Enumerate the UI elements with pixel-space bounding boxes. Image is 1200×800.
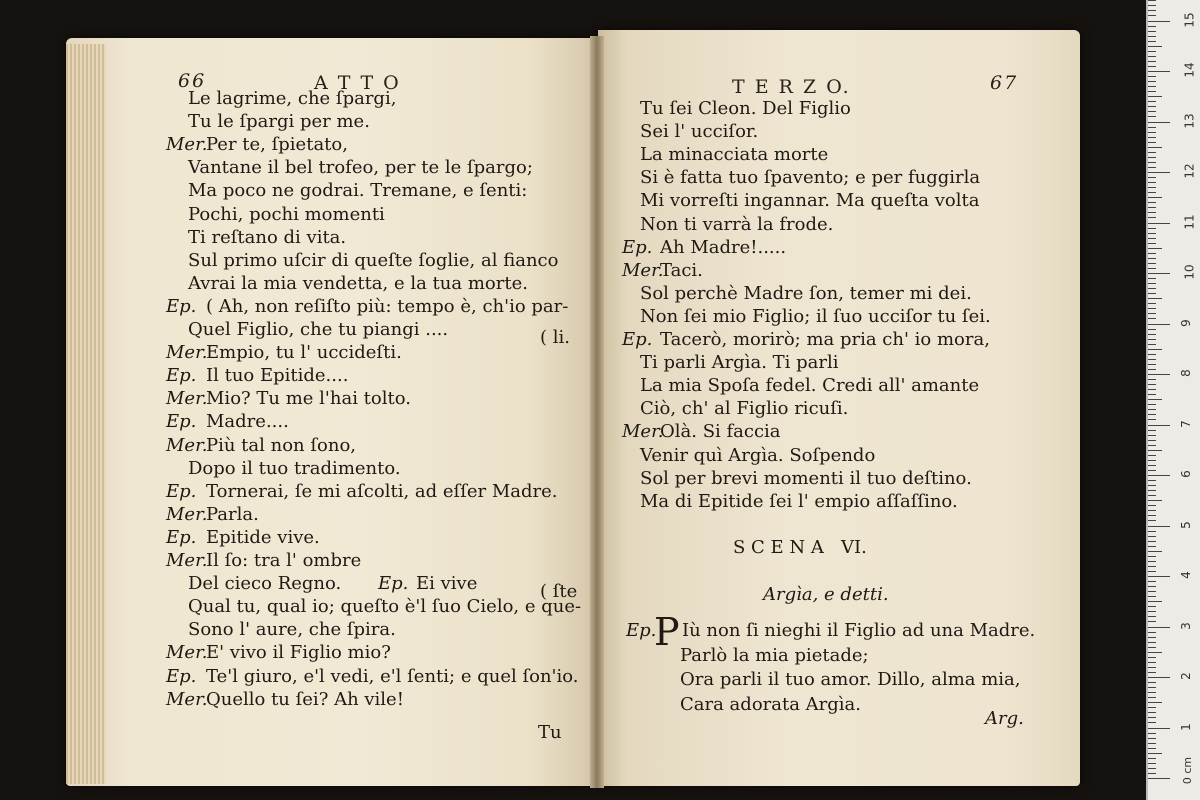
ruler-tick [1148,127,1156,128]
speaker-label: Mer. [622,259,664,281]
ruler-tick [1148,313,1156,314]
ruler-tick [1148,531,1156,532]
left-running-head: A T T O [314,72,401,94]
verse-line: Ah Madre!..... [660,236,787,258]
ruler-tick [1148,41,1156,42]
ruler-tick [1148,21,1170,22]
right-catchword: Arg. [985,708,1024,729]
ruler-tick [1148,202,1156,203]
verse-line: Tu ſei Cleon. Del Figlio [640,98,851,119]
ruler-tick [1148,318,1156,319]
ruler-tick [1148,258,1156,259]
verse-line: Non ſei mio Figlio; il ſuo ucciſor tu ſei. [640,305,991,327]
ruler-tick [1148,374,1170,375]
ruler-tick [1148,303,1156,304]
ruler-tick [1148,334,1156,335]
ruler-tick [1148,142,1156,143]
ruler-tick [1148,662,1156,663]
ruler-tick [1148,707,1156,708]
ruler-tick [1148,591,1156,592]
verse-line: Più tal non ſono, [206,434,357,456]
ruler-tick [1148,86,1156,87]
ruler-tick [1148,278,1156,279]
ruler-tick [1148,768,1156,769]
ruler-tick [1148,717,1156,718]
ruler-tick [1148,712,1156,713]
verse-line: Parla. [206,503,259,525]
verse-line: Mio? Tu me l'hai tolto. [206,388,411,410]
verse-line: Ti reſtano di vita. [188,226,347,248]
speaker-label: Mer. [166,550,208,571]
verse-line: Avrai la mia vendetta, e la tua morte. [188,272,528,294]
ruler-tick [1148,172,1170,173]
ruler-tick [1148,546,1156,547]
ruler-tick [1148,394,1156,395]
ruler-tick [1148,223,1170,224]
ruler-tick [1148,702,1162,703]
ruler-tick [1148,344,1156,345]
ruler-tick [1148,212,1156,213]
ruler-tick [1148,637,1156,638]
verse-line: Sol perchè Madre ſon, temer mi dei. [640,282,972,304]
ruler-tick [1148,217,1156,218]
ruler-tick [1148,152,1156,153]
ruler-tick [1148,773,1156,774]
ruler-tick [1148,687,1156,688]
ruler-tick [1148,364,1156,365]
measurement-ruler [1146,0,1200,800]
ruler-tick [1148,667,1156,668]
ruler-tick [1148,106,1156,107]
ruler-tick [1148,677,1170,678]
ruler-tick [1148,228,1156,229]
ruler-tick [1148,657,1156,658]
ruler-tick [1148,263,1156,264]
speaker-label: Ep. [166,480,197,502]
ruler-tick [1148,293,1156,294]
verse-line: Ciò, ch' al Figlio ricuſi. [640,398,849,420]
verse-line: La mia Spoſa fedel. Credi all' amante [640,375,980,397]
ruler-tick [1148,722,1156,723]
ruler-tick [1148,601,1162,602]
ruler-tick [1148,51,1156,52]
ruler-tick [1148,56,1156,57]
ruler-tick [1148,0,1156,1]
ruler-tick [1148,111,1156,112]
ruler-tick [1148,81,1156,82]
ruler-tick [1148,440,1156,441]
turnover-fragment: ( li. [540,327,570,348]
ruler-tick [1148,339,1156,340]
ruler-tick [1148,738,1156,739]
ruler-tick [1148,192,1156,193]
ruler-tick [1148,419,1156,420]
verse-line: Madre.... [206,411,289,433]
ruler-tick [1148,187,1156,188]
ruler-tick [1148,485,1156,486]
verse-line: Ma di Epitide ſei l' empio aſſaſſino. [640,490,958,512]
ruler-tick [1148,10,1156,11]
ruler-tick [1148,116,1156,117]
ruler-number: 1 [1178,722,1193,731]
verse-line: Tacerò, morirò; ma pria ch' io mora, [660,329,990,350]
speaker-label: Mer. [622,421,664,443]
ruler-number: 14 [1182,62,1197,78]
ruler-tick [1148,728,1170,729]
ruler-tick [1148,298,1162,299]
verse-line: ( Ah, non reſiſto più: tempo è, ch'io par- [206,295,569,317]
ruler-tick [1148,526,1170,527]
ruler-tick [1148,505,1156,506]
verse-line: Iù non ſi nieghi il Figlio ad una Madre. [682,620,1036,641]
ruler-tick [1148,586,1156,587]
verse-line: Le lagrime, che ſpargi, [188,88,397,109]
ruler-tick [1148,243,1156,244]
verse-line: Mi vorreſti ingannar. Ma queſta volta [640,190,980,212]
ruler-tick [1148,753,1162,754]
ruler-tick [1148,596,1156,597]
ruler-tick [1148,566,1156,567]
ruler-tick [1148,647,1156,648]
ruler-tick [1148,551,1162,552]
ruler-tick [1148,101,1156,102]
ruler-tick [1148,379,1156,380]
ruler-tick [1148,763,1156,764]
ruler-tick [1148,404,1156,405]
ruler-tick [1148,733,1156,734]
verse-line: Cara adorata Argìa. [680,693,862,715]
ruler-number: 12 [1182,163,1197,179]
verse-line: Ti parli Argìa. Ti parli [640,352,839,374]
ruler-tick [1148,329,1156,330]
verse-line: Epitide vive. [206,526,320,548]
ruler-tick [1148,611,1156,612]
ruler-tick [1148,500,1162,501]
verse-line: Venir quì Argìa. Soſpendo [640,444,876,466]
verse-line: E' vivo il Figlio mio? [206,642,391,664]
aside-text: Ei vive [416,573,478,595]
ruler-tick [1148,389,1156,390]
ruler-tick [1148,460,1156,461]
ruler-tick [1148,475,1170,476]
ruler-tick [1148,369,1156,370]
ruler-tick [1148,91,1156,92]
ruler-tick [1148,692,1156,693]
ruler-tick [1148,283,1156,284]
verse-line: Vantane il bel trofeo, per te le ſpargo; [188,157,533,179]
ruler-tick [1148,672,1156,673]
verse-line: Tornerai, ſe mi aſcolti, ad eſſer Madre. [206,480,558,502]
ruler-tick [1148,606,1156,607]
ruler-tick [1148,435,1156,436]
speaker-label: Ep. [166,526,197,548]
ruler-tick [1148,621,1156,622]
right-running-head: T E R Z O. [732,76,851,98]
ruler-tick [1148,96,1162,97]
ruler-tick [1148,36,1156,37]
ruler-tick [1148,147,1162,148]
speaker-label: Mer. [166,388,208,410]
verse-line: Sul primo uſcir di queſte ſoglie, al fianco [188,249,559,271]
ruler-tick [1148,31,1156,32]
speaker-label: Mer. [166,642,208,664]
ruler-tick [1148,697,1156,698]
verse-line: Quello tu ſei? Ah vile! [206,688,404,710]
speaker-label: Ep. [166,365,197,387]
verse-line: Si è fatta tuo ſpavento; e per fuggirla [640,167,981,189]
ruler-number: 13 [1182,112,1197,129]
ruler-tick [1148,248,1162,249]
ruler-tick [1148,536,1156,537]
ruler-tick [1148,450,1162,451]
ruler-number: 2 [1178,672,1193,680]
ruler-tick [1148,652,1162,653]
speaker-label: Mer. [166,688,208,710]
verse-line: Quel Figlio, che tu piangi .... [188,319,449,340]
ruler-tick [1148,273,1170,274]
verse-line: Sono l' aure, che ſpira. [188,619,396,641]
ruler-tick [1148,480,1156,481]
verse-line: Sei l' ucciſor. [640,121,759,143]
aside-speaker: Ep. [378,573,409,595]
ruler-number: 7 [1178,419,1193,428]
ruler-tick [1148,167,1156,168]
ruler-tick [1148,581,1156,582]
scene-heading: S C E N A VI. [733,537,867,558]
verse-line: Il ſo: tra l' ombre [206,550,362,571]
speaker-label: Ep. [626,620,657,641]
verse-line: Parlò la mia pietade; [680,644,869,666]
ruler-tick [1148,425,1170,426]
ruler-tick [1148,627,1170,628]
ruler-tick [1148,137,1156,138]
speaker-label: Mer. [166,134,208,156]
ruler-number: 15 [1182,11,1197,28]
ruler-tick [1148,359,1156,360]
verse-line: Ma poco ne godrai. Tremane, e ſenti: [188,180,528,202]
ruler-tick [1148,238,1156,239]
ruler-tick [1148,561,1156,562]
ruler-tick [1148,308,1156,309]
right-page-number: 67 [990,72,1019,94]
ruler-tick [1148,288,1156,289]
ruler-tick [1148,384,1156,385]
ruler-tick [1148,26,1156,27]
ruler-tick [1148,253,1156,254]
ruler-tick [1148,233,1156,234]
verse-line: Empio, tu l' uccideſti. [206,342,402,364]
verse-line: Qual tu, qual io; queſto è'l ſuo Cielo, e que- [188,596,582,618]
ruler-number: 9 [1178,318,1193,327]
verse-line: Taci. [660,259,703,281]
turnover-fragment: ( ſte [540,581,578,603]
ruler-tick [1148,46,1162,47]
ruler-tick [1148,182,1156,183]
ruler-tick [1148,430,1156,431]
scene-cast: Argìa, e detti. [763,584,889,605]
ruler-tick [1148,490,1156,491]
verse-line: Te'l giuro, e'l vedi, e'l ſenti; e quel ſon'io. [206,665,579,687]
speaker-label: Ep. [622,329,653,350]
ruler-number: 4 [1178,571,1193,579]
ruler-tick [1148,71,1170,72]
ruler-number: 5 [1178,520,1193,529]
speaker-label: Mer. [166,503,208,525]
ruler-tick [1148,15,1156,16]
ruler-tick [1148,66,1156,67]
left-page-number: 66 [178,70,207,92]
ruler-tick [1148,465,1156,466]
ruler-unit-label: 0 cm [1181,756,1195,785]
ruler-tick [1148,399,1162,400]
ruler-number: 3 [1178,621,1193,630]
left-catchword: Tu [538,722,562,743]
ruler-tick [1148,122,1170,123]
verse-line: Dopo il tuo tradimento. [188,457,401,479]
ruler-tick [1148,132,1156,133]
ruler-tick [1148,5,1156,6]
drop-initial: P [654,610,680,654]
ruler-tick [1148,541,1156,542]
speaker-label: Ep. [166,411,197,433]
ruler-tick [1148,748,1156,749]
speaker-label: Ep. [622,236,653,258]
ruler-tick [1148,409,1156,410]
ruler-tick [1148,515,1156,516]
verse-line: Per te, ſpietato, [206,134,348,156]
ruler-tick [1148,616,1156,617]
ruler-tick [1148,642,1156,643]
ruler-tick [1148,495,1156,496]
ruler-tick [1148,445,1156,446]
ruler-tick [1148,349,1162,350]
verse-line: Pochi, pochi momenti [188,203,385,225]
verse-line: Il tuo Epitide.... [206,365,349,387]
ruler-tick [1148,61,1156,62]
verse-line: La minacciata morte [640,144,829,166]
ruler-tick [1148,778,1170,779]
ruler-tick [1148,157,1156,158]
verse-line: Olà. Si faccia [660,421,781,443]
ruler-tick [1148,758,1156,759]
verse-line: Sol per brevi momenti il tuo deſtino. [640,467,972,489]
ruler-tick [1148,162,1156,163]
ruler-tick [1148,510,1156,511]
speaker-label: Mer. [166,342,208,364]
ruler-tick [1148,556,1156,557]
speaker-label: Ep. [166,295,197,317]
book-gutter [590,36,604,788]
verse-line: Tu le ſpargi per me. [188,111,370,133]
ruler-number: 10 [1182,264,1197,280]
ruler-tick [1148,76,1156,77]
ruler-tick [1148,571,1156,572]
speaker-label: Mer. [166,434,208,456]
ruler-tick [1148,470,1156,471]
ruler-number: 8 [1178,369,1193,377]
ruler-tick [1148,197,1162,198]
ruler-tick [1148,632,1156,633]
ruler-tick [1148,268,1156,269]
ruler-tick [1148,414,1156,415]
ruler-tick [1148,354,1156,355]
ruler-tick [1148,324,1170,325]
ruler-tick [1148,177,1156,178]
page-edges [66,44,106,784]
ruler-tick [1148,743,1156,744]
ruler-tick [1148,207,1156,208]
ruler-number: 6 [1178,470,1193,478]
verse-line: Non ti varrà la frode. [640,213,834,235]
ruler-tick [1148,455,1156,456]
ruler-tick [1148,682,1156,683]
ruler-number: 11 [1182,213,1197,230]
ruler-tick [1148,576,1170,577]
verse-line: Ora parli il tuo amor. Dillo, alma mia, [680,669,1021,690]
speaker-label: Ep. [166,665,197,687]
ruler-tick [1148,520,1156,521]
verse-line: Del cieco Regno. [188,573,342,595]
